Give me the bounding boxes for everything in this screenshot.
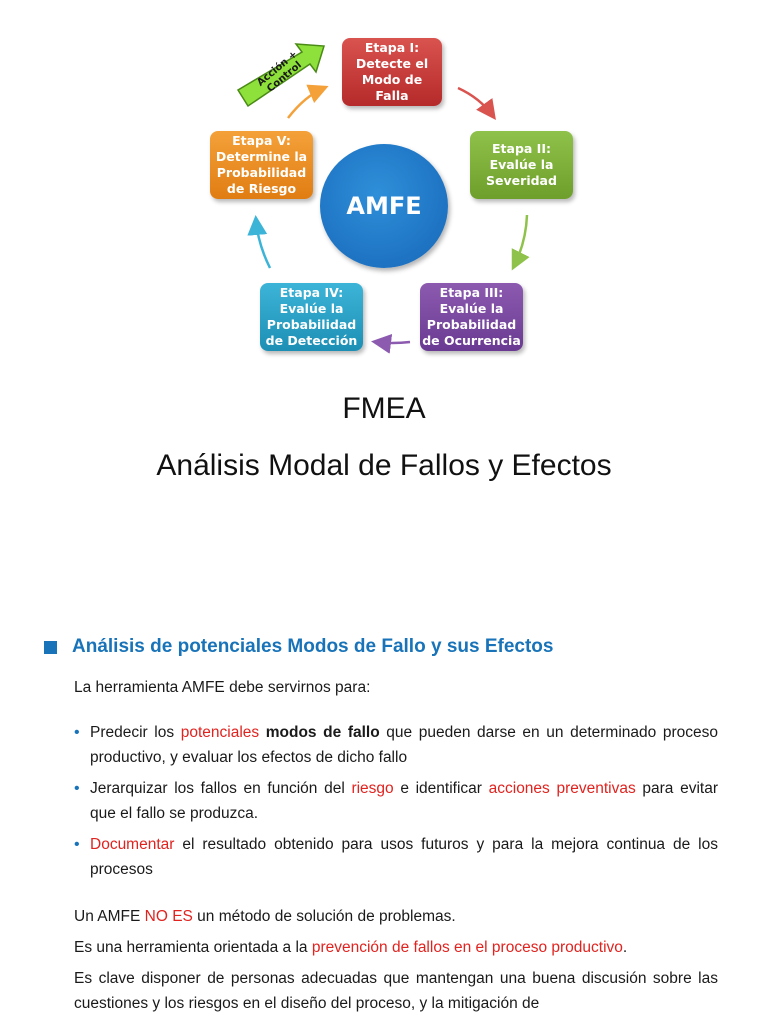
arrow-stage2-to-stage3	[514, 215, 527, 266]
section-header	[44, 636, 724, 658]
stage-1-box	[342, 38, 442, 106]
highlight-text: NO ES	[144, 908, 193, 925]
document-title: FMEA	[342, 392, 426, 425]
intro-text: La herramienta AMFE debe servirnos para:	[74, 679, 371, 696]
bullet-text: e identificar	[393, 780, 489, 797]
stage-1-label: Etapa I: Detecte el Modo de Falla	[355, 40, 429, 103]
highlight-text: acciones preventivas	[488, 780, 636, 797]
amfe-center-circle	[320, 144, 448, 268]
highlight-text: potenciales	[180, 724, 260, 741]
bullet-text	[259, 724, 266, 741]
bullet-text: que pueden darse en un determinado proceso productivo, y evaluar los efectos de dicho fallo	[90, 724, 718, 766]
stage-5-label: Etapa V: Determine la Probabilidad de Riesgo	[215, 133, 308, 196]
stage-4-label: Etapa IV: Evalúe la Probabilidad de Detección	[265, 285, 358, 348]
list-item	[74, 776, 718, 826]
stage-3-label: Etapa III: Evalúe la Probabilidad de Ocurrencia	[422, 285, 521, 348]
stage-2-box	[470, 131, 573, 199]
paragraph-text: Es una herramienta orientada a la	[74, 939, 312, 956]
document-subtitle: Análisis Modal de Fallos y Efectos	[156, 449, 612, 482]
bullet-text: el resultado obtenido para usos futuros y para la mejora continua de los procesos	[90, 836, 718, 878]
bullet-dot-icon: •	[74, 780, 80, 797]
arrow-stage4-to-stage5	[256, 220, 270, 268]
highlight-text: prevención de fallos en el proceso productivo	[311, 939, 623, 956]
paragraph-text: un método de solución de problemas.	[192, 908, 456, 925]
paragraph-not-solution	[74, 904, 456, 929]
center-label: AMFE	[346, 192, 422, 220]
bullet-text: Predecir los	[90, 724, 181, 741]
arrow-stage1-to-stage2	[458, 88, 493, 116]
bullet-text: para evitar que el fallo se produzca.	[90, 780, 718, 822]
highlight-text: riesgo	[351, 780, 394, 797]
stage-2-label: Etapa II: Evalúe la Severidad	[486, 141, 557, 188]
bullet-dot-icon: •	[74, 724, 80, 741]
bullet-list	[74, 720, 718, 888]
paragraph-prevention	[74, 935, 627, 960]
paragraph-text: Un AMFE	[74, 908, 145, 925]
action-control-label: Acción + Control	[255, 48, 304, 95]
paragraph-text: .	[622, 939, 628, 956]
stage-3-box	[420, 283, 523, 351]
highlight-text: Documentar	[90, 836, 175, 853]
list-item	[74, 832, 718, 882]
bullet-text: Jerarquizar los fallos en función del	[90, 780, 352, 797]
bold-text: modos de fallo	[265, 724, 380, 741]
section-heading-row	[44, 636, 724, 658]
section-heading: Análisis de potenciales Modos de Fallo y sus Efectos	[72, 636, 554, 657]
stage-4-box	[260, 283, 363, 351]
arrow-stage3-to-stage4	[376, 342, 410, 343]
list-item	[74, 720, 718, 770]
bullet-dot-icon: •	[74, 836, 80, 853]
amfe-cycle-diagram	[0, 0, 768, 370]
stage-5-box	[210, 131, 313, 199]
paragraph-key-people: Es clave disponer de personas adecuadas que mantengan una buena discusión sobre las cuestiones y los riesgos en el diseño del proceso, y la mitigación de	[74, 970, 718, 1012]
square-bullet-icon	[44, 641, 57, 654]
